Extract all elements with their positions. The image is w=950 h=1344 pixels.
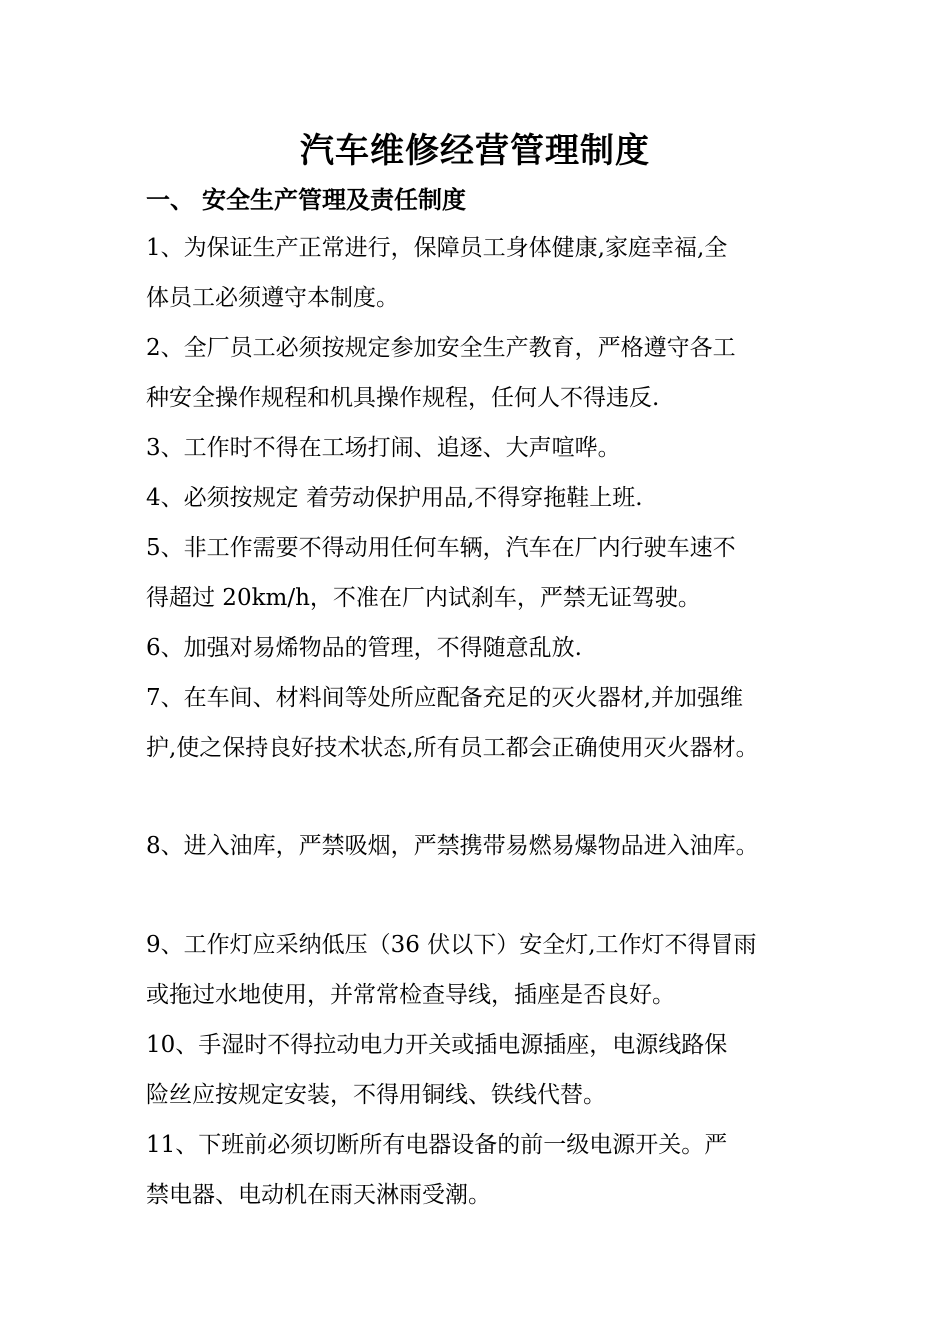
paragraph-line: 护,使之保持良好技术状态,所有员工都会正确使用灭火器材。 xyxy=(146,735,759,761)
paragraph-line: 3、工作时不得在工场打闹、追逐、大声喧哗。 xyxy=(146,435,621,461)
paragraph-line: 或拖过水地使用，并常常检查导线，插座是否良好。 xyxy=(146,982,675,1008)
paragraph-line: 9、工作灯应采纳低压（36 伏以下）安全灯,工作灯不得冒雨 xyxy=(146,932,757,958)
paragraph-line: 11、下班前必须切断所有电器设备的前一级电源开关。严 xyxy=(146,1132,728,1158)
paragraph-line: 体员工必须遵守本制度。 xyxy=(146,285,399,311)
section-number: 一、 xyxy=(146,185,194,214)
paragraph-line: 种安全操作规程和机具操作规程，任何人不得违反. xyxy=(146,385,660,411)
document-title: 汽车维修经营管理制度 xyxy=(300,131,650,171)
paragraph-line: 得超过 20km/h，不准在厂内试刹车，严禁无证驾驶。 xyxy=(146,585,701,611)
section-heading xyxy=(146,180,466,220)
paragraph-line: 10、手湿时不得拉动电力开关或插电源插座，电源线路保 xyxy=(146,1032,728,1058)
paragraph-line: 7、在车间、材料间等处所应配备充足的灭火器材,并加强维 xyxy=(146,685,743,711)
paragraph-line: 5、非工作需要不得动用任何车辆，汽车在厂内行驶车速不 xyxy=(146,535,736,561)
paragraph-line: 1、为保证生产正常进行，保障员工身体健康,家庭幸福,全 xyxy=(146,235,728,261)
paragraph-line: 8、进入油库，严禁吸烟，严禁携带易燃易爆物品进入油库。 xyxy=(146,833,759,859)
paragraph-line: 禁电器、电动机在雨天淋雨受潮。 xyxy=(146,1182,491,1208)
paragraph-line: 险丝应按规定安装，不得用铜线、铁线代替。 xyxy=(146,1082,606,1108)
paragraph-line: 6、加强对易烯物品的管理，不得随意乱放. xyxy=(146,635,582,661)
paragraph-line: 4、必须按规定 着劳动保护用品,不得穿拖鞋上班. xyxy=(146,485,643,511)
section-heading-text: 安全生产管理及责任制度 xyxy=(202,185,466,214)
paragraph-line: 2、全厂员工必须按规定参加安全生产教育，严格遵守各工 xyxy=(146,335,736,361)
